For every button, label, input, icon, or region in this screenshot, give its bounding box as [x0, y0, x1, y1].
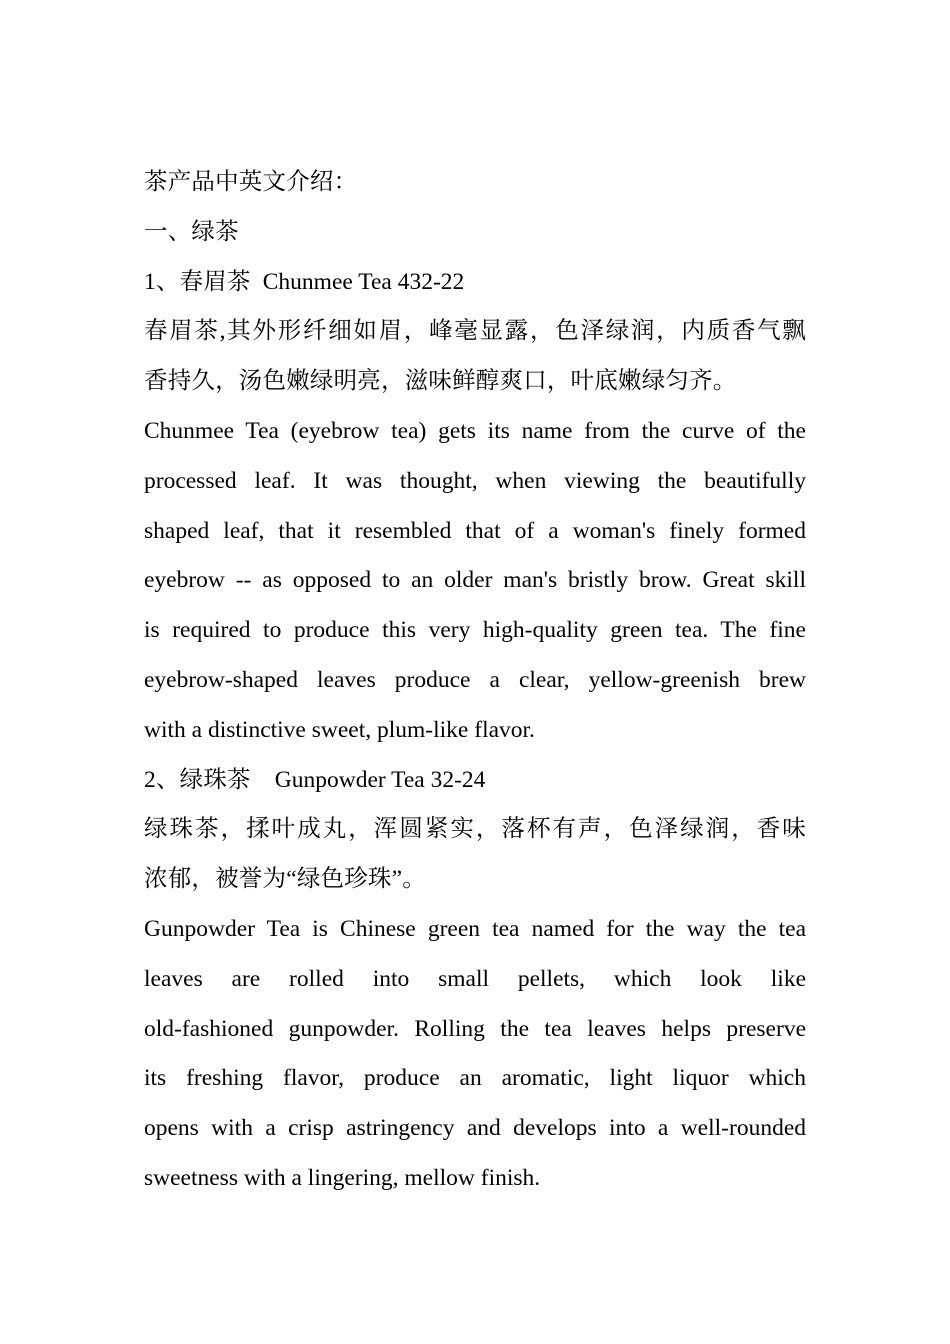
item-heading-cn: 2、绿珠茶	[144, 766, 251, 793]
desc-en-line: old-fashioned gunpowder. Rolling the tea leaves helps preserve	[144, 1015, 806, 1042]
desc-cn-line: 浓郁，被誉为“绿色珍珠”。	[144, 866, 426, 893]
document-title: 茶产品中英文介绍：	[144, 169, 358, 195]
desc-en-line: eyebrow-shaped leaves produce a clear, yellow-greenish brew	[144, 666, 806, 693]
desc-en-line: opens with a crisp astringency and develops into a well-rounded	[144, 1115, 806, 1142]
desc-en-line: eyebrow -- as opposed to an older man's bristly brow. Great skill	[144, 567, 806, 594]
item-heading	[144, 258, 806, 308]
desc-en-line: Chunmee Tea (eyebrow tea) gets its name from the curve of the	[144, 417, 806, 444]
item-heading-en: Gunpowder Tea 32-24	[274, 766, 486, 793]
desc-en-line: sweetness with a lingering, mellow finish.	[144, 1164, 541, 1191]
item-heading	[144, 756, 806, 806]
desc-en-line: shaped leaf, that it resembled that of a woman's finely formed	[144, 517, 806, 544]
item-heading-cn: 1、春眉茶	[144, 268, 251, 295]
desc-en-line: its freshing flavor, produce an aromatic, light liquor which	[144, 1065, 806, 1092]
desc-cn-line: 香持久，汤色嫩绿明亮，滋味鲜醇爽口，叶底嫩绿匀齐。	[144, 368, 737, 395]
desc-cn-line: 绿珠茶，揉叶成丸，浑圆紧实，落杯有声，色泽绿润，香味	[144, 816, 806, 843]
desc-en-line: with a distinctive sweet, plum-like flavor.	[144, 716, 535, 743]
document-body	[144, 158, 806, 1204]
item-heading-en: Chunmee Tea 432-22	[262, 268, 465, 295]
desc-en-line: is required to produce this very high-quality green tea. The fine	[144, 617, 806, 644]
desc-en-line: Gunpowder Tea is Chinese green tea named for the way the tea	[144, 915, 806, 942]
desc-cn-line: 春眉茶,其外形纤细如眉，峰毫显露，色泽绿润，内质香气飘	[144, 318, 806, 345]
desc-en-line: processed leaf. It was thought, when viewing the beautifully	[144, 467, 806, 494]
desc-en-line: leaves are rolled into small pellets, which look like	[144, 965, 806, 992]
section-heading: 一、绿茶	[144, 218, 239, 245]
